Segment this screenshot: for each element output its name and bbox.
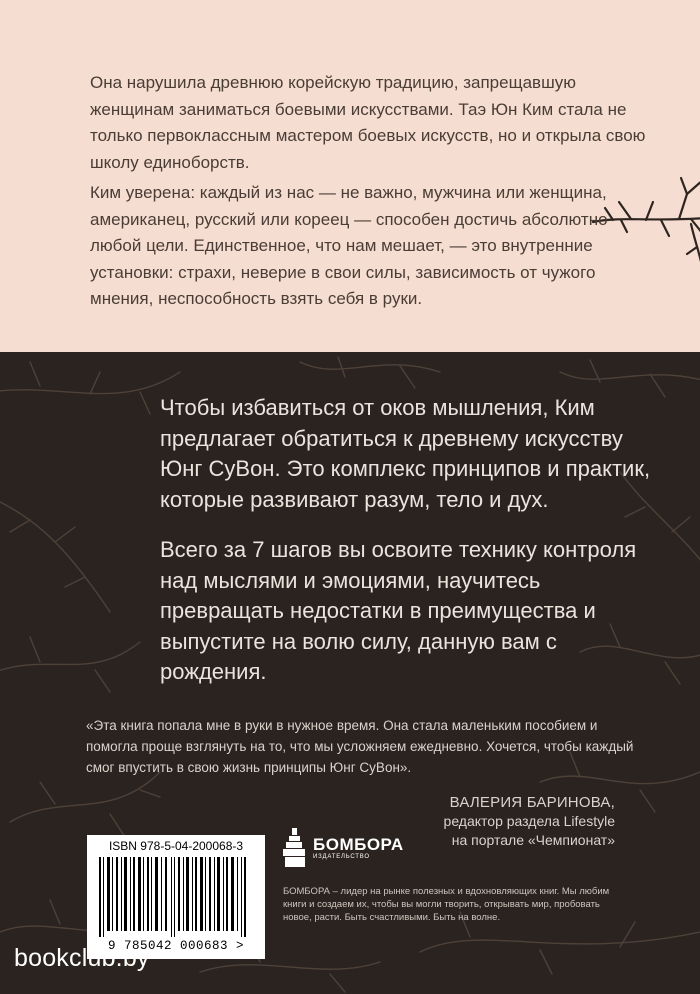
reviewer-name: ВАЛЕРИЯ БАРИНОВА, (449, 794, 615, 811)
site-watermark: bookclub.by (14, 944, 150, 972)
bottom-section (0, 352, 700, 994)
reviewer-signature (444, 793, 615, 850)
isbn-digits: 9 785042 000683 > (107, 939, 245, 953)
barcode-icon (95, 857, 257, 937)
review-quote: «Эта книга попала мне в руки в нужное время. Она стала маленьким пособием и помогла проще взглянуть на то, что мы усложняем ежедневно. Хочется, чтобы каждый смог впустить в свою жизнь принципы Юнг СуВон». (86, 718, 634, 775)
publisher-subtitle: ИЗДАТЕЛЬСТВО (313, 854, 370, 860)
reviewer-title-line-1: редактор раздела Lifestyle (443, 813, 615, 829)
reviewer-title-line-2: на портале «Чемпионат» (451, 832, 615, 848)
publisher-logo (283, 828, 404, 868)
main-paragraph-1: Чтобы избавиться от оков мышления, Ким предлагает обратиться к древнему искусству Юнг СуВон. Это комплекс принципов и практик, которые развивают разум, тело и дух. (160, 395, 651, 512)
intro-paragraph-2: Ким уверена: каждый из нас — не важно, мужчина или женщина, американец, русский или кореец — способен достичь абсолютно любой цели. Единственное, что нам мешает, — это внутренние установки: страхи, неверие в свои силы, зависимость от чужого мнения, неспособность взять себя в руки. (90, 183, 608, 308)
isbn-barcode-block (87, 835, 265, 959)
top-section (0, 0, 700, 352)
main-paragraph-2: Всего за 7 шагов вы освоите технику контроля над мыслями и эмоциями, научитесь превращать недостатки в преимущества и выпустите на волю силу, данную вам с рождения. (160, 537, 637, 684)
intro-paragraph-1: Она нарушила древнюю корейскую традицию, запрещавшую женщинам заниматься боевыми искусствами. Таэ Юн Ким стала не только первоклассным мастером боевых искусств, но и открыла свою школу единоборств. (90, 73, 646, 172)
publisher-description: БОМБОРА – лидер на рынке полезных и вдохновляющих книг. Мы любим книги и создаем их, чтобы вы могли творить, открывать мир, пробовать новое, расти. Быть счастливыми. Быть на волне. (283, 886, 610, 923)
publisher-name: БОМБОРА (313, 835, 404, 854)
isbn-label: ISBN 978-5-04-200068-3 (108, 839, 244, 853)
bombora-logo-icon (283, 828, 307, 868)
